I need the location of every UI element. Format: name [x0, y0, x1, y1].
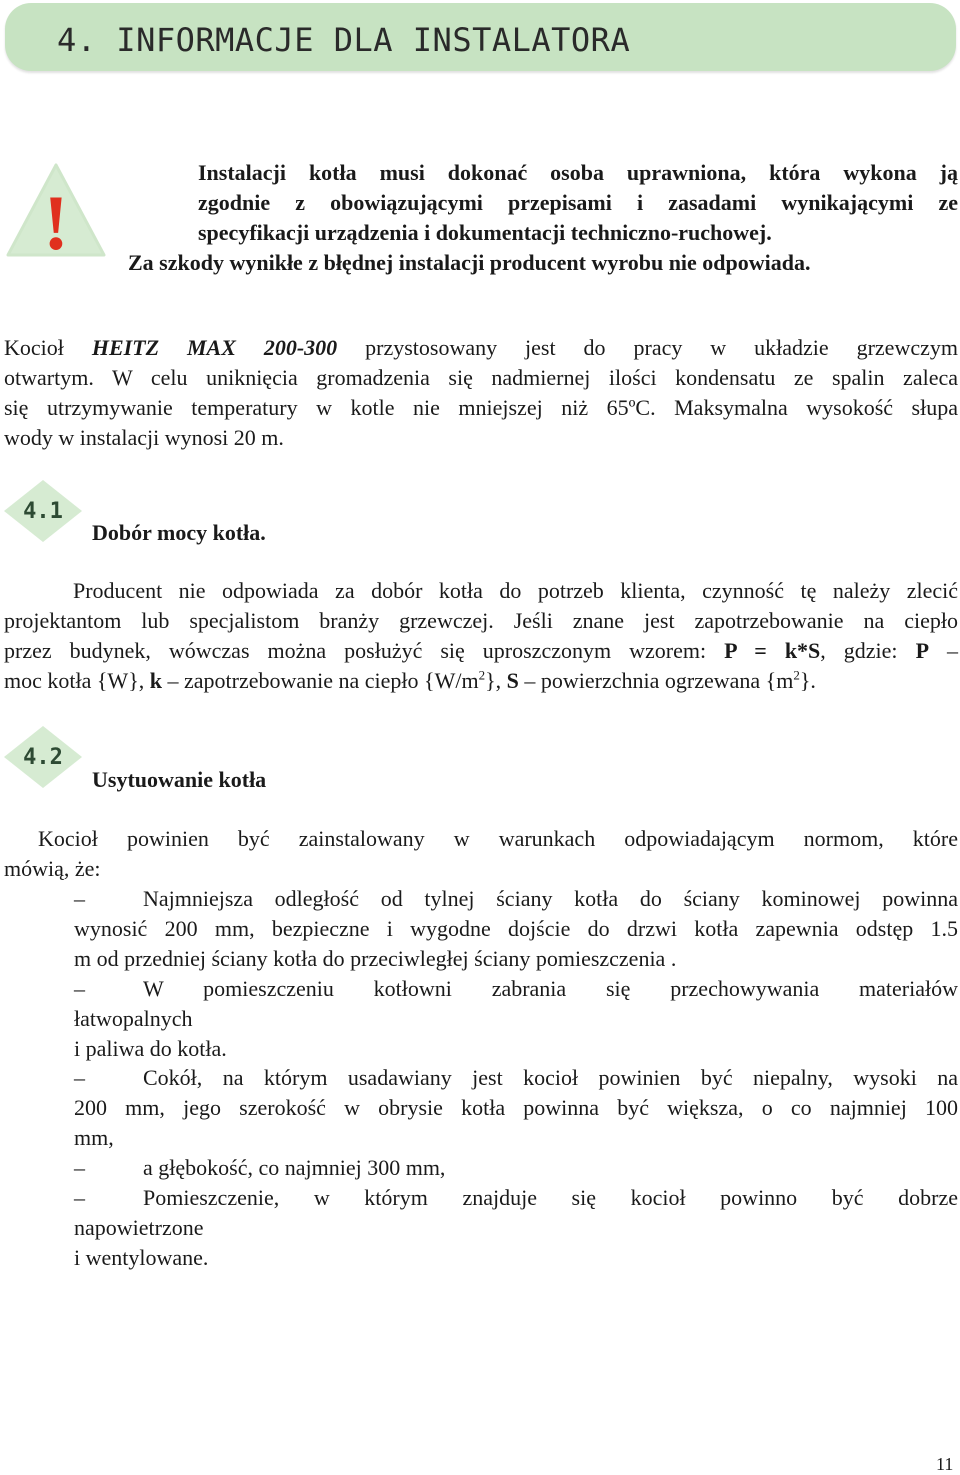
list-item-text: łatwopalnych — [74, 1006, 193, 1031]
symbol-p: P — [915, 638, 930, 663]
paragraph-text: przez budynek, wówczas można posłużyć się uproszczonym wzorem: — [4, 638, 725, 663]
warning-text — [198, 158, 958, 248]
paragraph-text: }, — [485, 668, 507, 693]
list-item-text: wynosić 200 mm, bezpieczne i wygodne dojście do drzwi kotła zapewnia odstęp 1.5 — [74, 916, 958, 941]
list-item-text: m od przedniej ściany kotła do przeciwległej ściany pomieszczenia . — [74, 946, 677, 971]
intro-text: Kocioł — [4, 335, 92, 360]
section-number-badge — [2, 724, 84, 790]
list-item-text: mm, — [74, 1125, 114, 1150]
dash-bullet: – — [74, 1185, 85, 1210]
formula: P = k*S — [724, 638, 821, 663]
symbol-s: S — [506, 668, 519, 693]
list-item-text: a głębokość, co najmniej 300 mm, — [143, 1155, 446, 1180]
paragraph-text: projektantom lub specjalistom branży grzewczej. Jeśli znane jest zapotrzebowanie na ciepło — [4, 608, 958, 633]
symbol-k: k — [149, 668, 162, 693]
exclamation-mark: ! — [43, 179, 69, 259]
section-number: 4.1 — [23, 498, 63, 524]
warning-line: zgodnie z obowiązującymi przepisami i zasadami wynikającymi ze — [198, 190, 958, 215]
list-item — [74, 974, 958, 1064]
paragraph-text: – zapotrzebowanie na ciepło {W/m — [162, 668, 479, 693]
paragraph-text: Kocioł powinien być zainstalowany w warunkach odpowiadającym normom, które — [38, 826, 958, 851]
list-item-text: W pomieszczeniu kotłowni zabrania się przechowywania materiałów — [143, 976, 958, 1001]
section-title: 4. INFORMACJE DLA INSTALATORA — [57, 21, 631, 59]
paragraph-text: , gdzie: — [820, 638, 916, 663]
paragraph-text: – powierzchnia ogrzewana {m — [518, 668, 794, 693]
intro-text: przystosowany jest do pracy w układzie grzewczym — [337, 335, 958, 360]
list-item-text: Najmniejsza odległość od tylnej ściany kotła do ściany kominowej powinna — [143, 886, 958, 911]
dash-bullet: – — [74, 976, 85, 1001]
intro-text: się utrzymywanie temperatury w kotle nie mniejszej niż 65ºC. Maksymalna wysokość słupa — [4, 395, 958, 420]
dash-bullet: – — [74, 1155, 85, 1180]
warning-line: Instalacji kotła musi dokonać osoba uprawniona, która wykona ją — [198, 160, 958, 185]
power-selection-paragraph — [4, 576, 958, 696]
section-number-badge — [2, 478, 84, 544]
intro-text: otwartym. W celu uniknięcia gromadzenia się nadmiernej ilości kondensatu ze spalin zaleca — [4, 365, 958, 390]
warning-liability-line: Za szkody wynikłe z błędnej instalacji producent wyrobu nie odpowiada. — [128, 250, 811, 275]
intro-text: wody w instalacji wynosi 20 m. — [4, 425, 284, 450]
list-item-text: napowietrzone — [74, 1215, 204, 1240]
list-item-text: i paliwa do kotła. — [74, 1036, 227, 1061]
paragraph-text: moc kotła {W}, — [4, 668, 150, 693]
dash-bullet: – — [74, 1065, 85, 1090]
boiler-model: HEITZ MAX 200-300 — [91, 335, 338, 360]
paragraph-text: }. — [799, 668, 816, 693]
section-number: 4.2 — [23, 744, 63, 770]
list-item-text: 200 mm, jego szerokość w obrysie kotła powinna być większa, o co najmniej 100 — [74, 1095, 958, 1120]
warning-line: specyfikacji urządzenia i dokumentacji techniczno-ruchowej. — [198, 220, 772, 245]
intro-paragraph — [4, 333, 958, 453]
list-item — [74, 1183, 958, 1273]
warning-triangle-icon — [4, 161, 108, 259]
subsection-title: Usytuowanie kotła — [92, 767, 267, 792]
list-item — [74, 1153, 958, 1183]
list-item-text: Cokół, na którym usadawiany jest kocioł powinien być niepalny, wysoki na — [143, 1065, 958, 1090]
paragraph-text: mówią, że: — [4, 856, 101, 881]
superscript: 2 — [793, 667, 800, 683]
list-item-text: Pomieszczenie, w którym znajduje się kocioł powinno być dobrze — [143, 1185, 958, 1210]
placement-intro-paragraph — [4, 824, 958, 884]
subsection-title: Dobór mocy kotła. — [92, 520, 266, 545]
dash-bullet: – — [74, 886, 85, 911]
list-item — [74, 884, 958, 974]
list-item — [74, 1063, 958, 1153]
list-item-text: i wentylowane. — [74, 1245, 209, 1270]
paragraph-text: – — [929, 638, 959, 663]
superscript: 2 — [478, 667, 486, 683]
paragraph-text: Producent nie odpowiada za dobór kotła do potrzeb klienta, czynność tę należy zlecić — [73, 578, 958, 603]
page-number: 11 — [936, 1454, 954, 1474]
section-header-bar — [5, 3, 956, 71]
